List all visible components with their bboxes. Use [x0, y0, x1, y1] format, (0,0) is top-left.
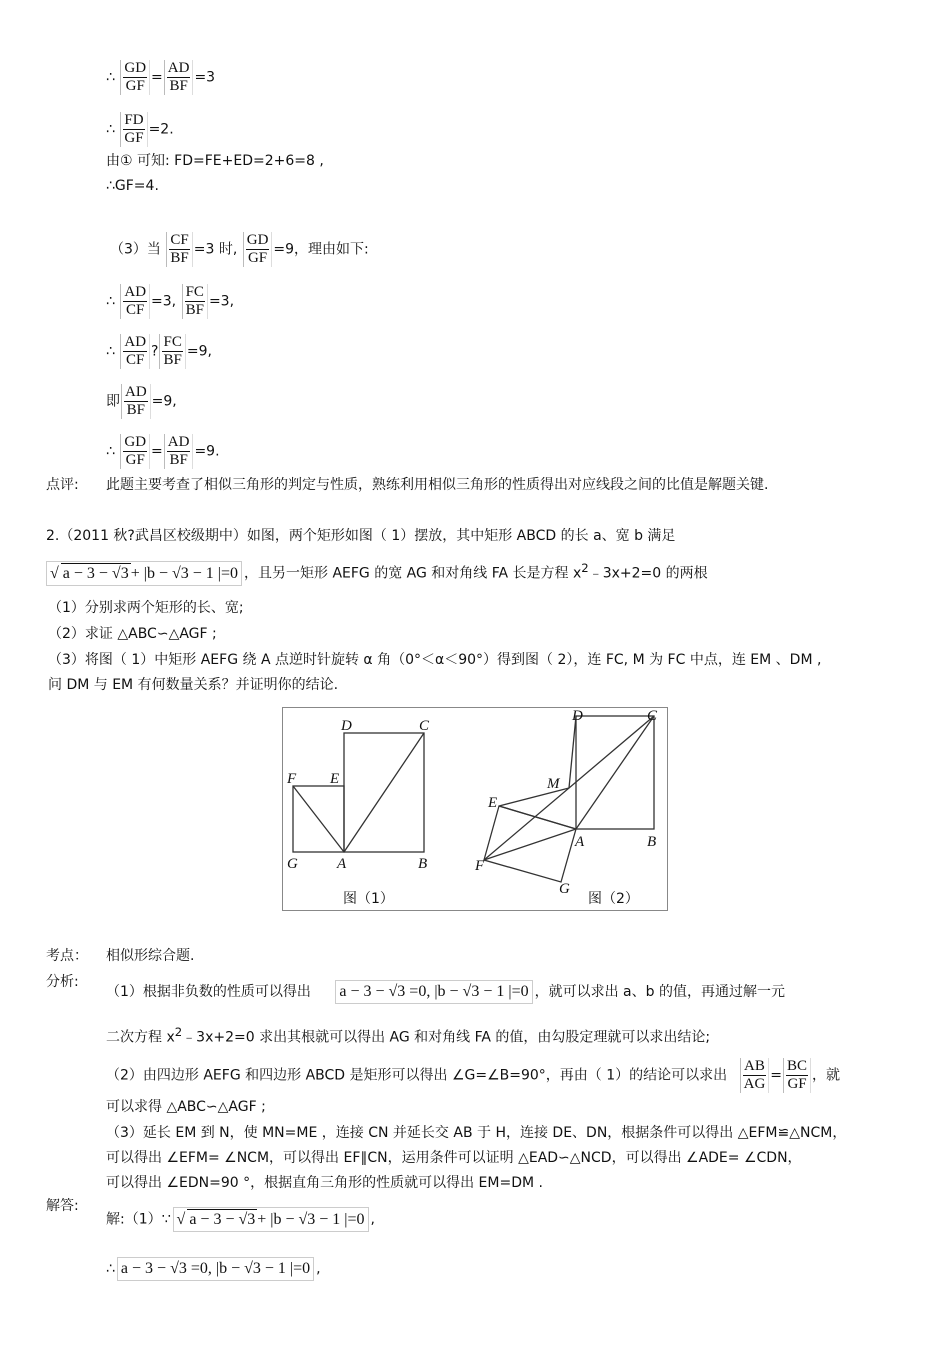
text: ,	[316, 1261, 321, 1277]
therefore-symbol: ∴	[106, 293, 115, 310]
denominator: GF	[787, 1076, 807, 1092]
label-b-2: B	[647, 834, 657, 850]
text: （2）由四边形 AEFG 和四边形 ABCD 是矩形可以得出 ∠G=∠B=90°，再由（ 1）的结论可以求出	[106, 1067, 728, 1084]
fraction	[120, 434, 150, 469]
fraction	[740, 1058, 770, 1093]
text: =9.	[194, 443, 220, 460]
denominator: BF	[163, 352, 182, 368]
numerator: BC	[787, 1058, 808, 1074]
analysis-p2	[106, 1058, 840, 1093]
numerator: FD	[124, 112, 144, 128]
segment-ea	[499, 806, 576, 829]
comment-text: 此题主要考查了相似三角形的判定与性质，熟练利用相似三角形的性质得出对应线段之间的比值是解题关键.	[106, 477, 769, 493]
text: 二次方程 x	[106, 1029, 175, 1046]
therefore-symbol: ∴	[106, 443, 115, 460]
label-e: E	[330, 771, 340, 787]
radicand: a − 3 − √3	[189, 1211, 256, 1228]
text: （3）当	[110, 241, 161, 258]
radicand: a − 3 − √3	[62, 565, 129, 583]
radical-expression: √ a − 3 − √3 + |b − √3 − 1 |=0	[46, 561, 242, 586]
figure-2-lines	[484, 716, 657, 882]
segment-fa	[484, 829, 576, 860]
abs-expression: + |b − √3 − 1 |=0	[130, 565, 238, 583]
text: =3,	[208, 293, 235, 310]
denominator: BF	[185, 302, 204, 318]
label-g: G	[287, 856, 298, 872]
exponent: 2	[581, 561, 589, 575]
fraction	[783, 1058, 811, 1093]
question-1: （1）分别求两个矩形的长、宽;	[48, 600, 244, 616]
part3-line4	[106, 384, 177, 419]
label-m-2: M	[547, 776, 560, 792]
numerator: GD	[124, 60, 147, 76]
text: ，就	[812, 1067, 841, 1084]
text: =9，理由如下:	[273, 241, 369, 258]
denominator: BF	[126, 402, 146, 418]
text: =9,	[186, 343, 212, 360]
diagonal-ac	[344, 733, 424, 852]
numerator: AD	[125, 384, 147, 400]
answer-line2	[106, 1257, 321, 1281]
part3-line5	[106, 434, 220, 469]
numerator: AD	[124, 334, 147, 350]
line-fd-gf	[106, 112, 174, 147]
label-e-2: E	[488, 795, 498, 811]
fraction	[121, 384, 151, 419]
result: =2.	[148, 121, 174, 138]
numerator: AD	[167, 434, 190, 450]
kaodian-label: 考点：	[46, 948, 88, 964]
label-c: C	[419, 718, 430, 734]
label-g-2: G	[559, 881, 570, 897]
numerator: AB	[744, 1058, 765, 1074]
label-d-2: D	[572, 708, 583, 724]
numerator: AD	[124, 284, 147, 300]
label-f-2: F	[475, 858, 485, 874]
figure-svg	[283, 708, 667, 910]
numerator: GD	[246, 232, 269, 248]
problem2-line2	[44, 558, 708, 586]
denominator: BF	[169, 452, 188, 468]
label-b: B	[418, 856, 428, 872]
answer-line1	[106, 1207, 375, 1232]
label-d: D	[341, 718, 352, 734]
text: ,	[370, 1211, 375, 1228]
numerator: FC	[163, 334, 182, 350]
text: （1）根据非负数的性质可以得出	[106, 984, 311, 1000]
denominator: BF	[169, 78, 188, 94]
analysis-p2-cont: 可以求得 △ABC∽△AGF ;	[106, 1099, 266, 1115]
kaodian-text: 相似形综合题.	[106, 948, 195, 964]
diagonal-af	[293, 786, 344, 852]
fraction	[164, 434, 194, 469]
equals: =	[151, 443, 163, 460]
radical-expression: a − 3 − √3 =0, |b − √3 − 1 |=0	[117, 1257, 314, 1281]
label-c-2: C	[647, 708, 658, 724]
text: ﹣3x+2=0 求出其根就可以得出 AG 和对角线 FA 的值，由勾股定理就可以求出结论;	[182, 1029, 711, 1046]
text: ?	[151, 343, 159, 360]
problem2-line1: 2.（2011 秋?武昌区校级期中）如图，两个矩形如图（ 1）摆放，其中矩形 ABCD 的长 a、宽 b 满足	[46, 528, 676, 544]
part3-line3	[106, 334, 212, 369]
abs-expression: + |b − √3 − 1 |=0	[257, 1211, 365, 1228]
segment-dm	[569, 716, 576, 788]
denominator: CF	[126, 352, 145, 368]
result: =3	[194, 69, 216, 86]
numerator: FC	[185, 284, 204, 300]
text: ，且另一矩形 AEFG 的宽 AG 和对角线 FA 长是方程 x	[244, 565, 582, 582]
fraction	[166, 232, 192, 267]
question-3-cont: 问 DM 与 EM 有何数量关系？并证明你的结论.	[48, 677, 339, 693]
equals: =	[770, 1067, 783, 1084]
text: =9,	[151, 393, 177, 410]
therefore-symbol: ∴	[106, 343, 115, 360]
fraction	[164, 60, 194, 95]
caption-fig1: 图（1）	[343, 891, 394, 907]
analysis-p3: （3）延长 EM 到 N，使 MN=ME ，连接 CN 并延长交 AB 于 H，连接 DE、DN，根据条件可以得出 △EFM≌△NCM，	[106, 1125, 847, 1141]
analysis-p3-cont2: 可以得出 ∠EDN=90 °，根据直角三角形的性质就可以得出 EM=DM .	[106, 1175, 543, 1191]
analysis-p1-cont	[106, 1022, 710, 1048]
text: 即	[106, 393, 120, 410]
fraction	[243, 232, 273, 267]
question-3: （3）将图（ 1）中矩形 AEFG 绕 A 点逆时针旋转 α 角（0°＜α＜90°）得到图（ 2），连 FC, M 为 FC 中点，连 EM 、DM ,	[48, 652, 822, 668]
denominator: GF	[125, 78, 145, 94]
part3-line1	[110, 232, 369, 267]
numerator: GD	[124, 434, 147, 450]
text: ﹣3x+2=0 的两根	[588, 565, 708, 582]
label-a-2: A	[575, 834, 585, 850]
fraction	[182, 284, 208, 319]
answer-label: 解答:	[46, 1198, 79, 1214]
text: ∴	[106, 1261, 115, 1277]
denominator: GF	[125, 452, 145, 468]
fraction	[120, 60, 150, 95]
text: ，就可以求出 a、b 的值，再通过解一元	[534, 984, 785, 1000]
comment	[46, 475, 768, 495]
fraction	[120, 334, 150, 369]
line-fd-sum: 由① 可知: FD=FE+ED=2+6=8 ,	[106, 153, 324, 169]
fraction	[120, 284, 150, 319]
fraction	[159, 334, 185, 369]
part3-line2	[106, 284, 234, 319]
exponent: 2	[174, 1025, 183, 1039]
analysis-p1	[106, 980, 785, 1004]
text: =3,	[151, 293, 177, 310]
label-f: F	[287, 771, 297, 787]
label-a: A	[337, 856, 347, 872]
line-gf: ∴GF=4.	[106, 178, 159, 194]
fraction	[120, 112, 147, 147]
text: =3 时,	[193, 241, 238, 258]
denominator: GF	[247, 250, 268, 266]
numerator: AD	[167, 60, 190, 76]
radical-expression: a − 3 − √3 =0, |b − √3 − 1 |=0	[335, 980, 532, 1004]
radical-expression: √ a − 3 − √3 + |b − √3 − 1 |=0	[173, 1207, 369, 1232]
line-gd-ad	[106, 60, 215, 95]
therefore-symbol: ∴	[106, 121, 115, 138]
figure-1-lines	[293, 733, 424, 852]
question-2: （2）求证 △ABC∽△AGF ;	[48, 626, 217, 642]
equals: =	[151, 69, 163, 86]
denominator: AG	[743, 1076, 766, 1092]
geometry-figure	[282, 707, 668, 911]
caption-fig2: 图（2）	[588, 891, 639, 907]
analysis-label: 分析:	[46, 974, 79, 990]
comment-label: 点评:	[46, 477, 79, 493]
denominator: CF	[126, 302, 145, 318]
numerator: CF	[170, 232, 189, 248]
text: 解:（1）∵	[106, 1211, 171, 1228]
denominator: BF	[170, 250, 189, 266]
analysis-p3-cont1: 可以得出 ∠EFM= ∠NCM，可以得出 EF∥CN，运用条件可以证明 △EAD∽△NCD，可以得出 ∠ADE= ∠CDN，	[106, 1150, 802, 1166]
therefore-symbol: ∴	[106, 69, 115, 86]
kaodian	[46, 946, 194, 966]
denominator: GF	[124, 130, 144, 146]
